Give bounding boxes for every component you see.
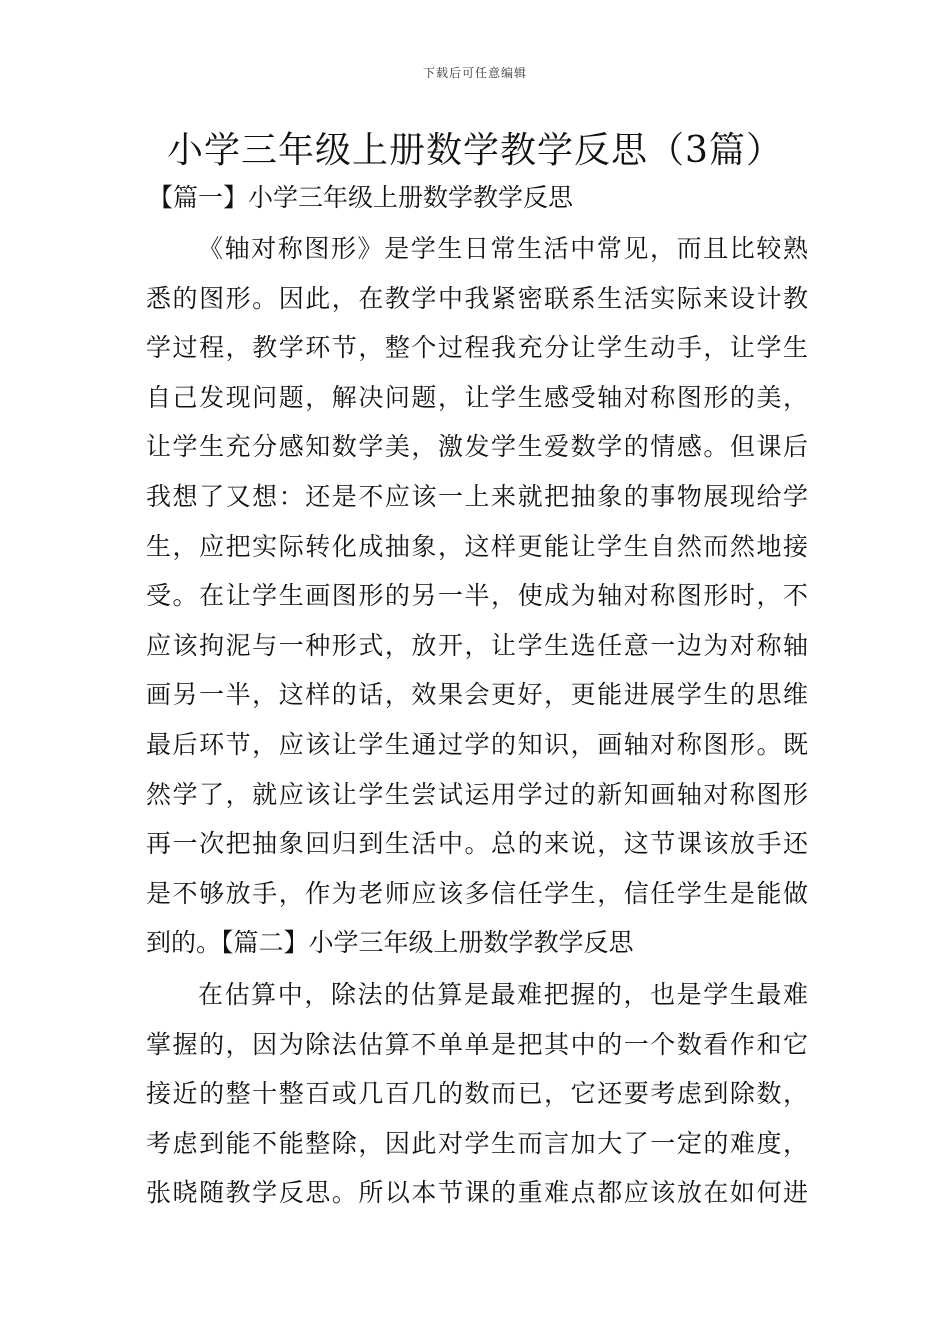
body-line: 在估算中，除法的估算是最难把握的，也是学生最难 (198, 979, 808, 1009)
body-line-with-section-heading-2: 到的。【篇二】小学三年级上册数学教学反思 (146, 928, 634, 958)
body-line: 再一次把抽象回归到生活中。总的来说，这节课该放手还 (146, 829, 808, 859)
body-line: 是不够放手，作为老师应该多信任学生，信任学生是能做 (146, 878, 808, 908)
body-line: 最后环节，应该让学生通过学的知识，画轴对称图形。既 (146, 729, 808, 759)
section-heading-1: 【篇一】小学三年级上册数学教学反思 (148, 183, 574, 212)
body-line: 自己发现问题，解决问题，让学生感受轴对称图形的美， (146, 382, 808, 412)
body-line: 应该拘泥与一种形式，放开，让学生选任意一边为对称轴 (146, 630, 808, 660)
body-line: 让学生充分感知数学美，激发学生爱数学的情感。但课后 (146, 432, 808, 462)
body-line: 受。在让学生画图形的另一半，使成为轴对称图形时，不 (146, 581, 808, 611)
body-line: 考虑到能不能整除，因此对学生而言加大了一定的难度， (146, 1128, 808, 1158)
body-line: 生，应把实际转化成抽象，这样更能让学生自然而然地接 (146, 531, 808, 561)
body-line: 我想了又想：还是不应该一上来就把抽象的事物展现给学 (146, 481, 808, 511)
body-line: 接近的整十整百或几百几的数而已，它还要考虑到除数， (146, 1079, 808, 1109)
body-line: 画另一半，这样的话，效果会更好，更能进展学生的思维 (146, 680, 808, 710)
document-body (146, 224, 808, 1218)
page-header-note: 下载后可任意编辑 (422, 66, 527, 80)
body-line: 《轴对称图形》是学生日常生活中常见，而且比较熟 (198, 234, 808, 263)
body-line: 张晓随教学反思。所以本节课的重难点都应该放在如何进 (146, 1178, 808, 1208)
document-title: 小学三年级上册数学教学反思（3篇） (167, 130, 783, 171)
body-line: 然学了，就应该让学生尝试运用学过的新知画轴对称图形 (146, 779, 808, 809)
body-line: 悉的图形。因此，在教学中我紧密联系生活实际来设计教 (146, 283, 808, 313)
body-line: 学过程，教学环节，整个过程我充分让学生动手，让学生 (146, 333, 808, 363)
body-line: 掌握的，因为除法估算不单单是把其中的一个数看作和它 (146, 1029, 808, 1059)
